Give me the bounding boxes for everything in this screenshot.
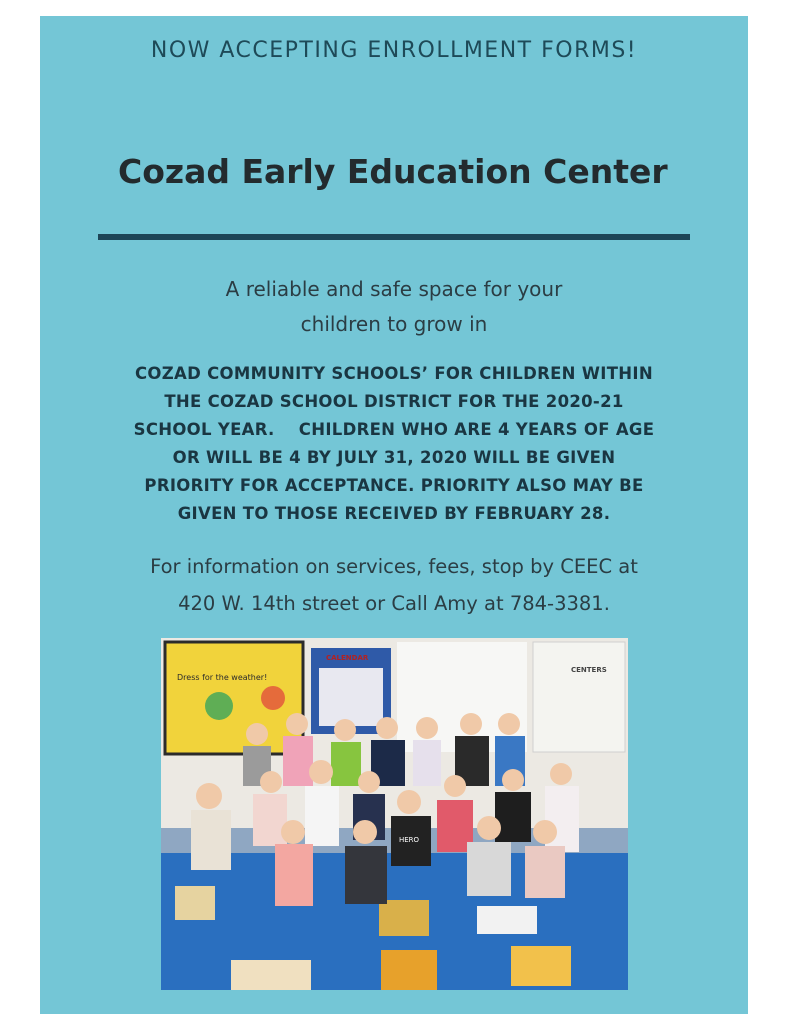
info-line: For information on services, fees, stop by CEEC at (150, 555, 638, 578)
details-line: SCHOOL YEAR. CHILDREN WHO ARE 4 YEARS OF AGE (133, 420, 655, 439)
calendar-label: CALENDAR (326, 654, 369, 662)
hero-shirt-text: HERO (399, 836, 420, 844)
flyer (40, 16, 748, 1014)
info-line: 420 W. 14th street or Call Amy at 784-3381. (178, 592, 610, 615)
details-line: OR WILL BE 4 BY JULY 31, 2020 WILL BE GIVEN (172, 448, 616, 467)
centers-label: CENTERS (571, 666, 607, 674)
tagline (40, 272, 748, 342)
tagline-line: children to grow in (300, 312, 488, 336)
details-line: PRIORITY FOR ACCEPTANCE. PRIORITY ALSO MAY BE (144, 476, 644, 495)
enrollment-header: NOW ACCEPTING ENROLLMENT FORMS! (150, 38, 638, 63)
contact-info (40, 548, 748, 622)
divider-rule (98, 234, 690, 240)
tagline-line: A reliable and safe space for your (225, 277, 563, 301)
details-line: GIVEN TO THOSE RECEIVED BY FEBRUARY 28. (177, 504, 611, 523)
class-photo (161, 638, 628, 990)
details-line: COZAD COMMUNITY SCHOOLS’ FOR CHILDREN WITHIN (135, 364, 653, 383)
bulletin-board-text: Dress for the weather! (177, 673, 268, 682)
enrollment-details (90, 360, 698, 528)
details-line: THE COZAD SCHOOL DISTRICT FOR THE 2020-21 (164, 392, 624, 411)
center-title: Cozad Early Education Center (118, 152, 668, 191)
